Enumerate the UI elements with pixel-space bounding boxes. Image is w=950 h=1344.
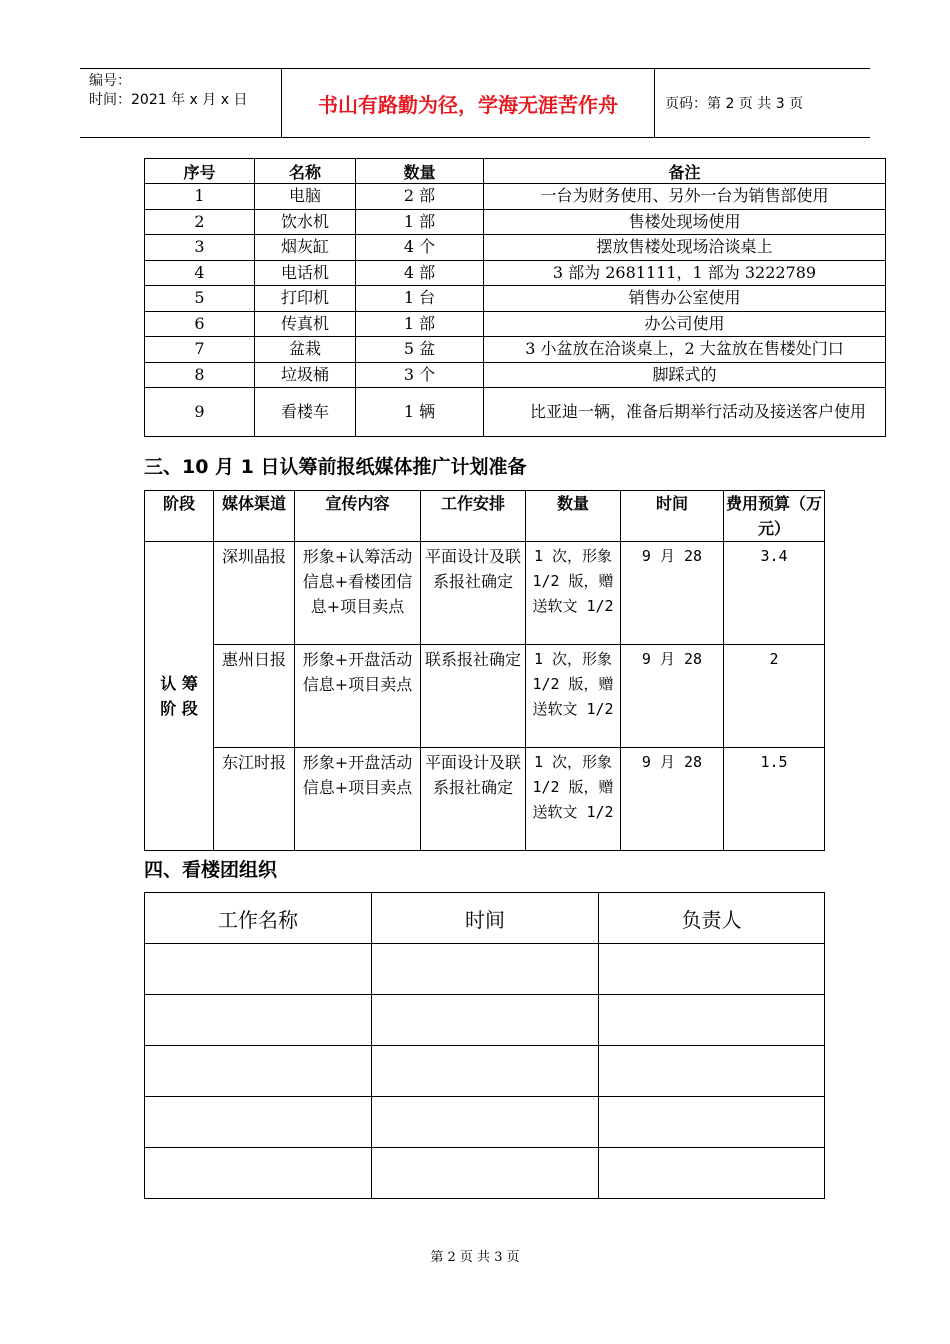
media-plan-table-body [145,542,825,851]
table-cell: 3 个 [356,362,484,388]
table-cell [145,1148,372,1199]
header-page-number: 页码：第 2 页 共 3 页 [665,96,804,112]
section-title-media-plan: 三、10 月 1 日认筹前报纸媒体推广计划准备 [144,456,527,478]
column-header: 数量 [356,159,484,184]
table-cell: 深圳晶报 [214,542,295,645]
column-header: 宣传内容 [295,491,421,542]
table-cell [145,995,372,1046]
column-header: 序号 [145,159,255,184]
table-cell: 1 辆 [356,388,484,437]
table-cell: 比亚迪一辆，准备后期举行活动及接送客户使用 [484,388,886,437]
table-cell: 惠州日报 [214,645,295,748]
section-title-viewing-tour: 四、看楼团组织 [144,859,278,881]
table-header-row [145,491,825,542]
table-cell: 1 [145,184,255,210]
table-cell: 电脑 [255,184,356,210]
table-header-row [145,893,825,944]
column-header: 费用预算（万元） [724,491,825,542]
column-header: 备注 [484,159,886,184]
column-header: 媒体渠道 [214,491,295,542]
table-row [145,286,886,312]
table-cell: 烟灰缸 [255,235,356,261]
phase-cell: 认 筹 阶 段 [145,542,214,851]
column-header: 工作名称 [145,893,372,944]
column-header: 时间 [621,491,724,542]
table-cell: 3 小盆放在洽谈桌上，2 大盆放在售楼处门口 [484,337,886,363]
table-cell: 形象+认筹活动信息+看楼团信息+项目卖点 [295,542,421,645]
table-cell: 3 部为 2681111，1 部为 3222789 [484,260,886,286]
table-cell [145,1097,372,1148]
table-cell: 2 [145,209,255,235]
table-cell: 电话机 [255,260,356,286]
table-cell [372,944,599,995]
page-header [80,68,870,138]
table-row [145,184,886,210]
table-cell: 垃圾桶 [255,362,356,388]
table-cell: 4 [145,260,255,286]
table-cell: 6 [145,311,255,337]
table-cell: 形象+开盘活动信息+项目卖点 [295,645,421,748]
table-cell [145,1046,372,1097]
table-cell: 1 台 [356,286,484,312]
equipment-table-body [145,184,886,437]
table-cell [372,1097,599,1148]
column-header: 时间 [372,893,599,944]
table-cell: 1 次，形象 1/2 版，赠送软文 1/2 [526,748,621,851]
table-cell [372,995,599,1046]
table-cell: 平面设计及联系报社确定 [421,748,526,851]
table-cell [372,1046,599,1097]
table-row [145,748,825,851]
table-cell [599,995,825,1046]
table-header-row [145,159,886,184]
table-cell: 3 [145,235,255,261]
table-cell: 盆栽 [255,337,356,363]
table-cell: 饮水机 [255,209,356,235]
header-motto: 书山有路勤为径，学海无涯苦作舟 [282,69,655,137]
table-cell [599,944,825,995]
table-cell: 9 月 28 [621,748,724,851]
table-cell: 7 [145,337,255,363]
table-cell: 摆放售楼处现场洽谈桌上 [484,235,886,261]
table-cell: 5 盆 [356,337,484,363]
table-cell: 3.4 [724,542,825,645]
table-row [145,542,825,645]
column-header: 名称 [255,159,356,184]
table-cell: 9 [145,388,255,437]
viewing-tour-table-body [145,944,825,1199]
table-row [145,209,886,235]
table-cell [372,1148,599,1199]
table-row [145,1097,825,1148]
table-cell: 售楼处现场使用 [484,209,886,235]
equipment-table [144,158,886,437]
table-cell: 9 月 28 [621,542,724,645]
column-header: 负责人 [599,893,825,944]
page-footer: 第 2 页 共 3 页 [430,1250,520,1265]
table-cell [145,944,372,995]
table-row [145,388,886,437]
table-cell: 传真机 [255,311,356,337]
table-row [145,995,825,1046]
table-cell: 5 [145,286,255,312]
column-header: 数量 [526,491,621,542]
table-row [145,337,886,363]
table-cell: 1 次，形象 1/2 版，赠送软文 1/2 [526,645,621,748]
table-row [145,1148,825,1199]
header-number: 编号： [89,73,131,89]
table-cell [599,1148,825,1199]
table-cell: 办公司使用 [484,311,886,337]
table-row [145,944,825,995]
media-plan-table [144,490,825,851]
table-cell: 9 月 28 [621,645,724,748]
table-cell: 销售办公室使用 [484,286,886,312]
table-cell: 8 [145,362,255,388]
table-cell [599,1097,825,1148]
table-cell: 1 部 [356,311,484,337]
table-row [145,362,886,388]
table-cell: 1 次，形象 1/2 版，赠送软文 1/2 [526,542,621,645]
viewing-tour-table [144,892,825,1199]
table-cell: 看楼车 [255,388,356,437]
table-cell: 平面设计及联系报社确定 [421,542,526,645]
table-cell: 2 [724,645,825,748]
table-cell: 形象+开盘活动信息+项目卖点 [295,748,421,851]
column-header: 阶段 [145,491,214,542]
header-time: 时间：2021 年 x 月 x 日 [89,92,248,108]
table-cell [599,1046,825,1097]
table-row [145,235,886,261]
table-cell: 4 部 [356,260,484,286]
table-row [145,1046,825,1097]
table-cell: 4 个 [356,235,484,261]
table-row [145,311,886,337]
table-cell: 一台为财务使用、另外一台为销售部使用 [484,184,886,210]
table-row [145,645,825,748]
table-cell: 联系报社确定 [421,645,526,748]
table-row [145,260,886,286]
table-cell: 打印机 [255,286,356,312]
table-cell: 东江时报 [214,748,295,851]
table-cell: 2 部 [356,184,484,210]
table-cell: 1.5 [724,748,825,851]
table-cell: 脚踩式的 [484,362,886,388]
column-header: 工作安排 [421,491,526,542]
table-cell: 1 部 [356,209,484,235]
header-meta [80,69,282,137]
